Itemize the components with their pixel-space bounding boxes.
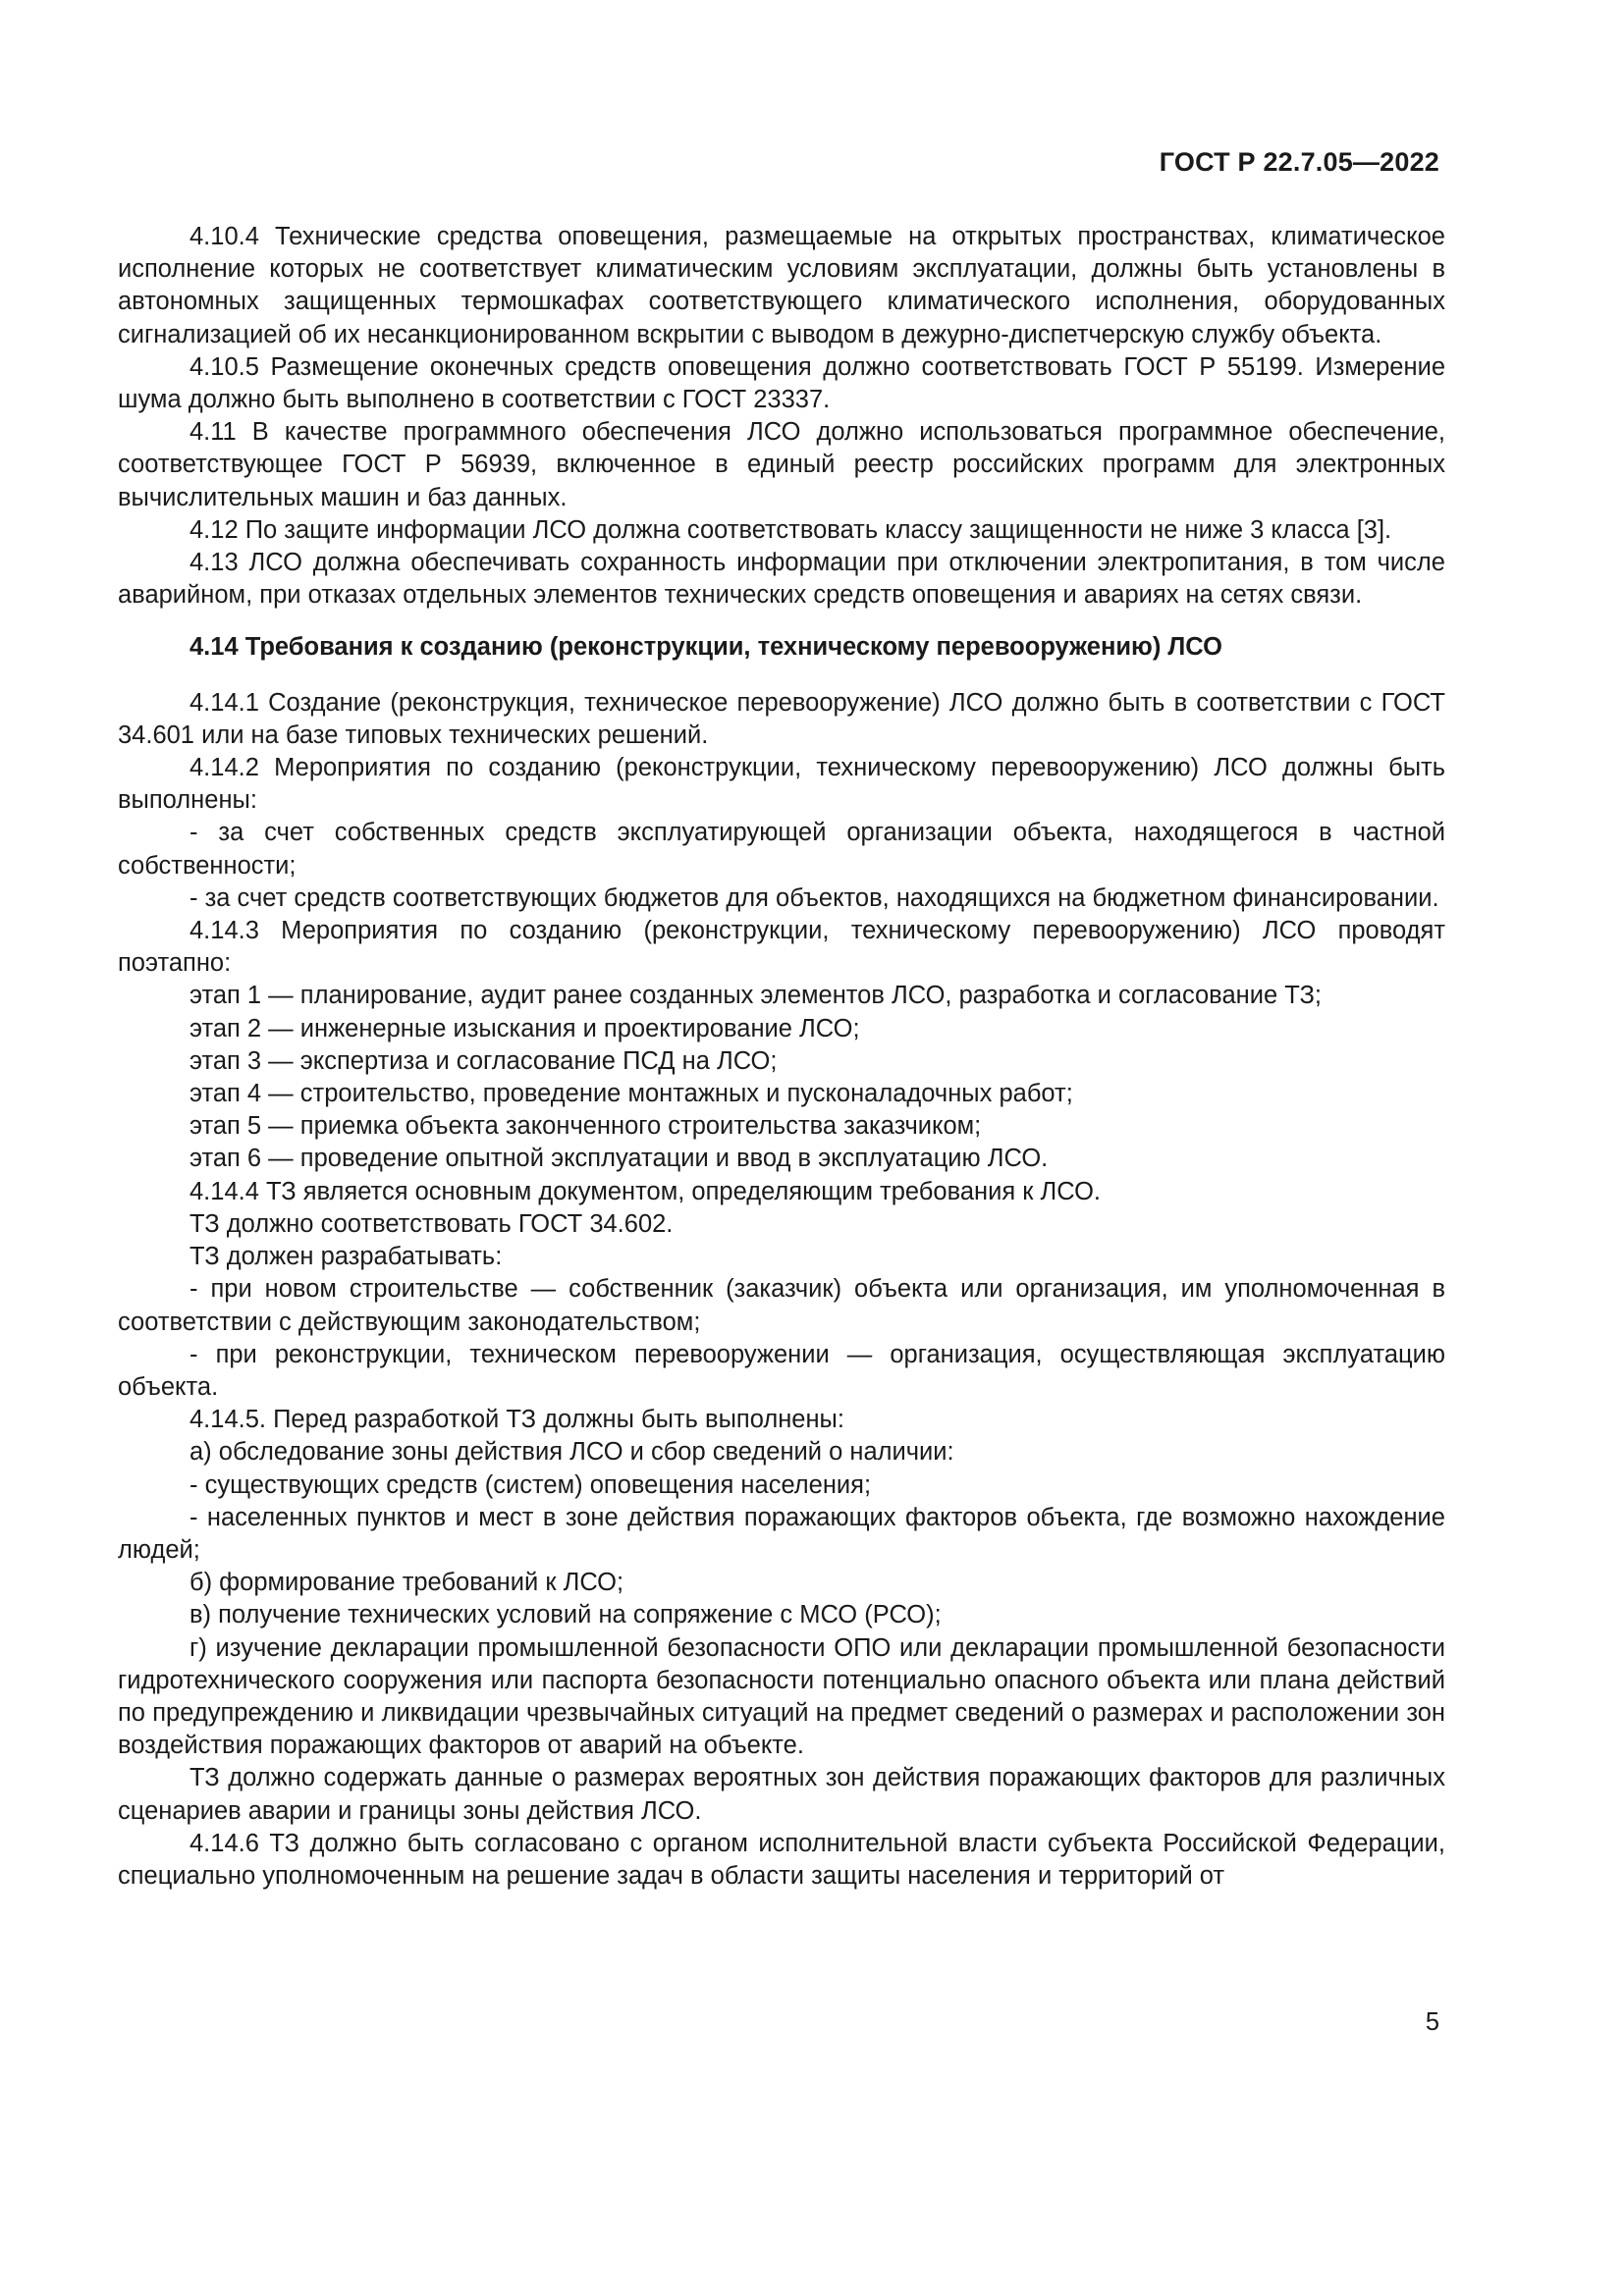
stage-item: этап 3 — экспертиза и согласование ПСД на ЛСО; [189,1046,778,1075]
stage-item: этап 6 — проведение опытной эксплуатации и ввод в эксплуатацию ЛСО. [189,1145,1049,1173]
list-item: - за счет собственных средств эксплуатирующей организации объекта, находящегося в частной собственности; [118,819,1445,880]
paragraph-4-14-6: 4.14.6 ТЗ должно быть согласовано с органом исполнительной власти субъекта Российской Федерации, специально уполномоченным на решение задач в области защиты населения и территорий от [118,1829,1445,1890]
paragraph-4-10-4: 4.10.4 Технические средства оповещения, размещаемые на открытых пространствах, климатическое исполнение которых не соответствует климатическим условиям эксплуатации, должны быть установлены в автономных защищенных термошкафах соответствующего климатического исполнения, оборудованных сигнализацией об их несанкционированном вскрытии с выводом в дежурно-диспетчерскую службу объекта. [118,223,1445,348]
paragraph-4-13: 4.13 ЛСО должна обеспечивать сохранность информации при отключении электропитания, в том числе аварийном, при отказах отдельных элементов технических средств оповещения и авариях на сетях связи. [118,549,1445,610]
list-item: - существующих средств (систем) оповещения населения; [189,1470,872,1499]
list-item: - при новом строительстве — собственник (заказчик) объекта или организация, им уполномоченная в соответствии с действующим законодательством; [118,1275,1445,1336]
paragraph: ТЗ должен разрабатывать: [189,1243,503,1271]
paragraph-4-10-5: 4.10.5 Размещение оконечных средств оповещения должно соответствовать ГОСТ Р 55199. Измерение шума должно быть выполнено в соответствии с ГОСТ 23337. [118,352,1445,414]
paragraph: ТЗ должно содержать данные о размерах вероятных зон действия поражающих факторов для различных сценариев аварии и границы зоны действия ЛСО. [118,1764,1445,1825]
section-heading-4-14: 4.14 Требования к созданию (реконструкции, техническому перевооружению) ЛСО [189,633,1222,662]
stage-item: этап 2 — инженерные изыскания и проектирование ЛСО; [189,1014,860,1042]
paragraph-4-14-5: 4.14.5. Перед разработкой ТЗ должны быть выполнены: [189,1406,844,1434]
list-item: - населенных пунктов и мест в зоне действия поражающих факторов объекта, где возможно нахождение людей; [118,1503,1445,1564]
paragraph-4-11: 4.11 В качестве программного обеспечения ЛСО должно использоваться программное обеспечение, соответствующее ГОСТ Р 56939, включенное в единый реестр российских программ для электронных вычислительных машин и баз данных. [118,418,1445,511]
paragraph-4-14-4: 4.14.4 ТЗ является основным документом, определяющим требования к ЛСО. [189,1177,1102,1205]
list-item: б) формирование требований к ЛСО; [189,1569,624,1597]
paragraph-4-14-2: 4.14.2 Мероприятия по созданию (реконструкции, техническому перевооружению) ЛСО должны быть выполнены: [118,754,1445,815]
list-item: - при реконструкции, техническом перевооружении — организация, осуществляющая эксплуатацию объекта. [118,1340,1445,1401]
document-id-header: ГОСТ Р 22.7.05—2022 [1159,147,1439,177]
paragraph-4-14-3: 4.14.3 Мероприятия по созданию (реконструкции, техническому перевооружению) ЛСО проводят поэтапно: [118,917,1445,978]
list-item: а) обследование зоны действия ЛСО и сбор сведений о наличии: [189,1438,954,1467]
list-item: в) получение технических условий на сопряжение с МСО (РСО); [189,1601,942,1629]
stage-item: этап 1 — планирование, аудит ранее созданных элементов ЛСО, разработка и согласование ТЗ; [189,982,1322,1010]
paragraph-4-12: 4.12 По защите информации ЛСО должна соответствовать классу защищенности не ниже 3 класса [3]. [189,515,1392,544]
paragraph-4-14-1: 4.14.1 Создание (реконструкция, техническое перевооружение) ЛСО должно быть в соответствии с ГОСТ 34.601 или на базе типовых технических решений. [118,688,1445,749]
stage-item: этап 4 — строительство, проведение монтажных и пусконаладочных работ; [189,1080,1073,1108]
list-item: г) изучение декларации промышленной безопасности ОПО или декларации промышленной безопасности гидротехнического сооружения или паспорта безопасности потенциально опасного объекта или плана действий по предупреждению и ликвидации чрезвычайных ситуаций на предмет сведений о размерах и расположении зон воздействия поражающих факторов от аварий на объекте. [118,1633,1445,1760]
document-body [118,221,1445,1893]
paragraph: ТЗ должно соответствовать ГОСТ 34.602. [189,1209,674,1238]
stage-item: этап 5 — приемка объекта законченного строительства заказчиком; [189,1112,982,1141]
list-item: - за счет средств соответствующих бюджетов для объектов, находящихся на бюджетном финансировании. [189,883,1439,912]
page-number: 5 [1425,2008,1439,2036]
